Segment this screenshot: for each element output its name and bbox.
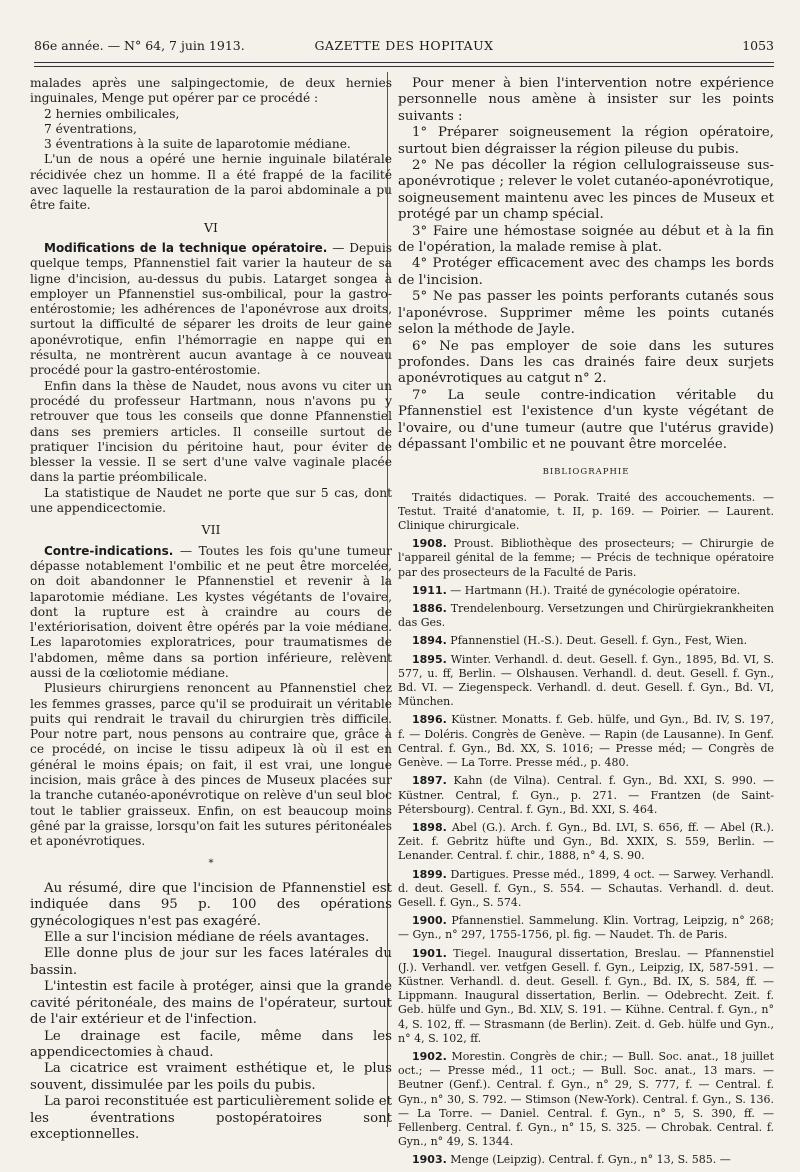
bibliography-entry [398,713,774,770]
bibliography-year: 1903. [412,1153,447,1167]
bibliography-text: Küstner. Monatts. f. Geb. hülfe, und Gyn., Bd. IV, S. 197, f. — Doléris. Congrès de Genève. — Rapin (de Lausanne). In Genf. Central. f. Gyn., Bd. XX, S. 1016; — Presse méd; — Congrès de Genève. — La Torre. Presse méd., p. 480. [398,713,774,770]
page-number: 1053 [742,38,774,53]
list-item: 3 éventrations à la suite de laparotomie médiane. [44,137,351,152]
bibliography-year: 1901. [412,946,447,960]
paragraph-text: — Depuis quelque temps, Pfannenstiel fait varier la hauteur de sa ligne d'incision, au-dessus du pubis. Latarget songea à employer un Pfannenstiel sus-ombilical, pour la gastro-entérostomie; les adhérences de l'aponévrose aux droits, surtout la difficulté de séparer les droits de leur gaine aponévrotique, enfin l'hémorragie en nappe qui en résulta, ne montrèrent aucun avantage à ce nouveau procédé pour la gastro-entérostomie. [30,240,392,378]
paragraph: Pour mener à bien l'intervention notre expérience personnelle nous amène à insister sur les points suivants : [398,76,774,124]
recommendation-item: 7° La seule contre-indication véritable du Pfannenstiel est l'existence d'un kyste végétant de l'ovaire, ou d'une tumeur (autre que l'utérus gravide) dépassant l'ombilic et ne pouvant être morcelée. [398,387,774,452]
bibliography-text: Winter. Verhandl. d. deut. Gesell. f. Gyn., 1895, Bd. VI, S. 577, u. ff, Berlin. — Olshausen. Verhandl. d. deut. Gesell. f. Gyn., Bd. VI. — Ziegenspeck. Verhandl. d. deut. Gesell. f. Gyn., Bd. VI, München. [398,652,774,709]
bibliography-text: Dartigues. Presse méd., 1899, 4 oct. — Sarwey. Verhandl. d. deut. Gesell. f. Gyn., S. 554. — Schautas. Verhandl. d. deut. Gesell. f. Gyn., S. 574. [398,867,774,909]
bibliography-text: Menge (Leipzig). Central. f. Gyn., n° 13, S. 585. — [446,1153,731,1167]
separator-star: * [208,857,214,869]
lead-modifications: Modifications de la technique opératoire. [44,240,328,255]
paragraph-modifications [30,241,392,379]
bibliography-entry [398,947,774,1046]
bibliography-year: 1902. [412,1049,447,1063]
paragraph: L'intestin est facile à protéger, ainsi que la grande cavité péritonéale, des mains de l'opérateur, surtout de l'air extérieur et de l'infection. [30,979,392,1028]
bibliography-year: 1900. [412,914,447,928]
bibliography-text: — Hartmann (H.). Traité de gynécologie opératoire. [446,583,741,597]
bibliography-entry [398,584,774,598]
bibliography-entry [398,634,774,648]
page-header [34,38,774,60]
bibliography-text: Pfannenstiel. Sammelung. Klin. Vortrag, Leipzig, n° 268; — Gyn., n° 297, 1755-1756, pl. fig. — Naudet. Th. de Paris. [398,914,774,942]
paragraph: La statistique de Naudet ne porte que sur 5 cas, dont une appendicectomie. [30,485,392,516]
right-column [398,76,774,1172]
bibliography-entry [398,537,774,580]
list-item: 2 hernies ombilicales, [44,106,180,121]
paragraph: Au résumé, dire que l'incision de Pfannenstiel est indiquée dans 95 p. 100 des opérations gynécologiques n'est pas exagéré. [30,880,392,929]
paragraph: Elle donne plus de jour sur les faces latérales du bassin. [30,946,392,978]
bibliography-entry [398,774,774,817]
bibliography-entry [398,653,774,710]
bibliography-heading: BIBLIOGRAPHIE [542,467,630,478]
bibliography-year: 1895. [412,652,447,666]
bibliography-text: Proust. Bibliothèque des prosecteurs; — Chirurgie de l'appareil génital de la femme; — Précis de technique opératoire par des prosecteurs de la Faculté de Paris. [398,537,774,579]
recommendation-item: 5° Ne pas passer les points perforants cutanés sous l'aponévrose. Supprimer même les points cutanés selon la méthode de Jayle. [398,289,774,338]
list-item: 7 éventrations, [44,121,137,136]
bibliography-entry [398,821,774,864]
section-heading-vii: VII [201,522,221,538]
journal-title: GAZETTE DES HOPITAUX [314,38,494,53]
paragraph: Enfin dans la thèse de Naudet, nous avons vu citer un procédé du professeur Hartmann, nous n'avons pu y retrouver que tous les conseils que donne Pfannenstiel dans ses premiers articles. Il conseille surtout de pratiquer l'incision du péritoine haut, pour éviter de blesser la vessie. Il se sert d'une valve vaginale placée dans la partie préombilicale. [30,378,392,485]
paragraph: La cicatrice est vraiment esthétique et, le plus souvent, dissimulée par les poils du pubis. [30,1061,392,1093]
bibliography-year: 1896. [412,713,447,727]
bibliography-year: 1898. [412,820,447,834]
bibliography-entry [398,491,774,534]
bibliography-list [398,491,774,1168]
paragraph-text: — Toutes les fois qu'une tumeur dépasse notablement l'ombilic et ne peut être morcelée, on doit abandonner le Pfannenstiel et revenir à la laparotomie médiane. Les kystes végétants de l'ovaire, dont la rupture est à craindre au cours de l'extériorisation, doivent être opérés par la voie médiane. Les laparotomies exploratrices, pour traumatismes de l'abdomen, même dans sa portion inférieure, relèvent aussi de la cœliotomie médiane. [30,543,392,680]
bibliography-text: Tiegel. Inaugural dissertation, Breslau. — Pfannenstiel (J.). Verhandl. ver. vetfgen Gesell. f. Gyn., Leipzig, IX, 587-591. — Küstner. Verhandl. d. deut. Gesell. f. Gyn., Bd. IX, S. 584, ff. — Lippmann. Inaugural dissertation, Berlin. — Odebrecht. Zeit. f. Geb. hülfe und Gyn., Bd. XLV, S. 191. — Kühne. Central. f. Gyn., n° 4, S. 102, ff. — Strasmann (de Berlin). Zeit. d. Geb. hülfe und Gyn., n° 4, S. 102, ff. [398,946,774,1045]
paragraph-contre-indications [30,544,392,682]
paragraph: L'un de nous a opéré une hernie inguinale bilatérale récidivée chez un homme. Il a été frappé de la facilité avec laquelle la restauration de la paroi abdominale a pu être faite. [30,152,392,213]
bibliography-text: Morestin. Congrès de chir.; — Bull. Soc. anat., 18 juillet oct.; — Presse méd., 11 oct.; — Bull. Soc. anat., 13 mars. — Beutner (Genf.). Central. f. Gyn., n° 29, S. 777, f. — Central. f. Gyn., n° 30, S. 792. — Stimson (New-York). Central. f. Gyn., S. 136. — La Torre. — Daniel. Central. f. Gyn., n° 5, S. 390, ff. — Fellenberg. Central. f. Gyn., n° 15, S. 325. — Chrobak. Central. f. Gyn., n° 49, S. 1344. [398,1049,774,1149]
paragraph: Le drainage est facile, même dans les appendicectomies à chaud. [30,1028,392,1060]
recommendation-item: 3° Faire une hémostase soignée au début et à la fin de l'opération, la malade remise à plat. [398,223,774,256]
bibliography-year: 1908. [412,537,447,551]
bibliography-entry [398,914,774,942]
section-heading-vi: VI [204,219,218,235]
left-column [30,76,392,1143]
header-rule-bottom [34,66,774,67]
bibliography-text: Trendelenbourg. Versetzungen und Chirürgiekrankheiten das Ges. [398,602,774,630]
bibliography-text: Pfannenstiel (H.-S.). Deut. Gesell. f. Gyn., Fest, Wien. [446,634,748,648]
recommendation-item: 4° Protéger efficacement avec des champs les bords de l'incision. [398,256,774,288]
paragraph: Elle a sur l'incision médiane de réels avantages. [44,930,370,946]
recommendation-item: 2° Ne pas décoller la région cellulograisseuse sus-aponévrotique ; relever le volet cutanéo-aponévrotique, soigneusement maintenu avec les pinces de Museux et protégé par un champ spécial. [398,158,774,223]
bibliography-entry [398,1153,774,1167]
bibliography-year: 1894. [412,634,447,648]
recommendation-item: 6° Ne pas employer de soie dans les sutures profondes. Dans les cas drainés faire deux surjets aponévrotiques au catgut n° 2. [398,338,774,387]
bibliography-text: Abel (G.). Arch. f. Gyn., Bd. LVI, S. 656, ff. — Abel (R.). Zeit. f. Gebritz hüfte und Gyn., Bd. XXIX, S. 559, Berlin. — Lenander. Central. f. chir., 1888, n° 4, S. 90. [398,820,774,863]
issue-info: 86e année. — N° 64, 7 juin 1913. [34,38,245,53]
left-intro: malades après une salpingectomie, de deux hernies inguinales, Menge put opérer par ce procédé : [30,76,392,106]
paragraph: Plusieurs chirurgiens renoncent au Pfannenstiel chez les femmes grasses, parce qu'il se produirait un véritable puits qui rendrait le travail du chirurgien très difficile. Pour notre part, nous pensons au contraire que, grâce à ce procédé, on incise le tissu adipeux là où il est en général le moins épais; on fait, il est vrai, une longue incision, mais grâce à des pinces de Museux placées sur la tranche cutanéo-aponévrotique on relève d'un seul bloc tout le tablier graisseux. Enfin, on est beaucoup moins gêné par la graisse, lorsqu'on fait les sutures péritonéales et aponévrotiques. [30,681,392,849]
bibliography-year: 1886. [412,602,447,616]
recommendation-item: 1° Préparer soigneusement la région opératoire, surtout bien dégraisser la région pileuse du pubis. [398,125,774,157]
bibliography-entry [398,602,774,630]
lead-contre-indications: Contre-indications. [44,543,174,558]
bibliography-year: 1899. [412,867,447,881]
header-rule-top [34,62,774,63]
paragraph: La paroi reconstituée est particulièrement solide et les éventrations postopératoires sont exceptionnelles. [30,1094,392,1142]
bibliography-year: 1911. [412,583,447,597]
bibliography-entry [398,1050,774,1149]
bibliography-text: Traités didactiques. — Porak. Traité des accouchements. — Testut. Traité d'anatomie, t. II, p. 169. — Poirier. — Laurent. Clinique chirurgicale. [398,490,774,533]
bibliography-year: 1897. [412,774,447,788]
bibliography-text: Kahn (de Vilna). Central. f. Gyn., Bd. XXI, S. 990. — Küstner. Central, f. Gyn., p. 271. — Frantzen (de Saint-Pétersbourg). Central. f. Gyn., Bd. XXI, S. 464. [398,774,774,816]
bibliography-entry [398,868,774,911]
